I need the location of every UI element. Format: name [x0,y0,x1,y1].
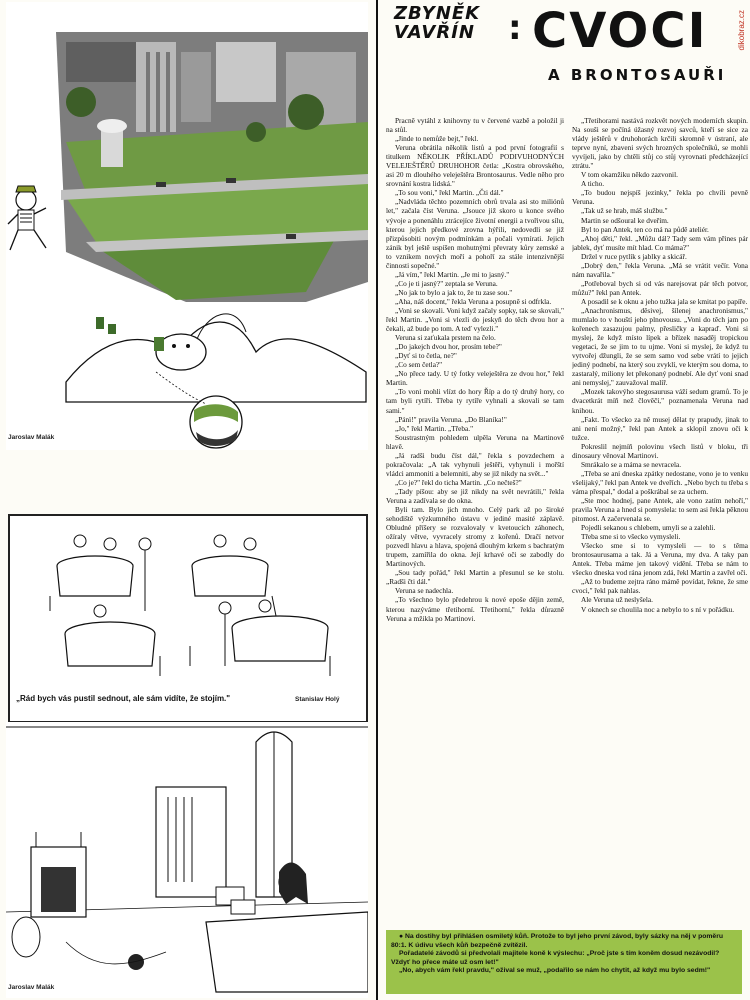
article-paragraph: „Tak už se hrab, máš službu." [581,206,668,216]
article-paragraph: A posadil se k oknu a jeho tužka jala se kmitat po papíře. [581,296,748,306]
column-divider [376,0,378,1000]
article-paragraph: „Ahoj děti," řekl. „Můžu dál? Tady sem vám přines pár jablek, dyť musíte mít hlad. Co máma?" [572,233,748,252]
article-paragraph: „Anachronismus, děsivej, šílenej anachronismus," mumlalo to v houští jeho plnovousu. „Voni do těch jam po kořenech zasazujou palmy, přesličky a kapraď. Voni si myslej, že když místo lípek a břízek nasaděj tropickou vegetaci, že se jim to tu ujme. Voni si myslej, že když tu vytvořej džungli, že se sem samo vod sebe vrátí to jejich jediný podnebí, na který sou zvyklí, ve kterým sou doma, to zastaralý, miliony let překonaný podnebí. Ale dyť voni snad ani nemyslej," zauvažoval malíř. [572,305,748,388]
article-paragraph: Pokreslil nejmíň polovinu všech listů v bloku, tři dinosaury věnoval Martinovi. [572,441,748,460]
article-paragraph: „Voni se skovali. Voni když začaly sopky, tak se skovali," řekl Martin. „Voni si vlezli do jeskyň do těch dvou hor a čekali, až bude po tom. A teď vylezli." [386,305,564,334]
cartoon-credit: Jaroslav Malák [8,984,55,991]
anecdote-box [386,930,742,994]
article-paragraph: „Tady píšou: aby se již nikdy na svět nevrátili," řekla Veruna a zadívala se do okna. [386,486,564,505]
bedroom-illustration [6,722,368,998]
article-column-2 [572,116,748,728]
article-paragraph: Soustrastným pohledem ulpěla Veruna na Martinově hlavě. [386,432,564,451]
article-author [394,4,480,42]
cartoon-credit: Jaroslav Malák [8,434,55,441]
article-paragraph: „Jinde to nemůže bejt," řekl. [395,134,479,144]
article-title: CVOCI [532,3,708,59]
article-paragraph: Martin se odšoural ke dveřím. [581,215,669,225]
article-paragraph: V oknech se choulila noc a nebylo to s ní v pořádku. [581,604,735,614]
article-paragraph: „Třeba se ani dneska zpátky nedostane, vono je to venku všelijaký," řekl pan Antek ve dveřích. „Nebo bych tu třeba s váma přespal," dodal a poškrábal se za uchem. [572,468,748,496]
article-paragraph: „Fakt. To všecko za ně musej dělat ty prapudy, jinak to ani není možný," řekl pan Antek a sklopil znovu oči k tužce. [572,414,748,442]
article-paragraph: „To budou nejspíš jezinky," řekla po chvíli pevně Veruna. [572,188,748,207]
article-paragraph: „Pánì!" pravila Veruna. „Do Blaníka!" [395,414,507,424]
article-paragraph: Ale Veruna už neslyšela. [581,595,653,605]
article-paragraph: „Třetihorami nastává rozkvět nových moderních skupin. Na souši se počíná úžasný rozvoj savců, kteří se sice za vlády ještěrů v druhohorách krčili skromně v ústraní, ale teprve nyní, zbaveni svých hrozných společníků, se mohli vyvíjeli, jako by chtěli stůj co stůj vyrovnati předcházející ztrátu." [572,116,748,171]
cartoon-restaurant [8,514,368,723]
cartoon-bedroom [6,722,368,998]
article-paragraph: Všecko sme si to vymysleli — to s těma brontosaurusama a tak. Já a Veruna, my dva. A taky pan Antek. Třeba máme jen takový vidění. Třeba se nám to všecko dneska vod rána jenom zdá, řekl Martin a zavřel oči. [572,541,748,578]
article-paragraph: Veruna se nadechla. [395,586,454,596]
article-paragraph: „Ste moc hodnej, pane Antek, ale vono zatím nehoří," pravila Veruna a hned si pomyslela: to sem asi řekla pěknou pitomost. A začervenala se. [572,495,748,524]
article-paragraph: „Já radši budu číst dál," řekla s povzdechem a pokračovala: „A tak vyhynuli ještěři, vyhynuli i mořští vládci ammoniti a belemniti, aby se již nikdy na svět..." [386,450,564,478]
article-paragraph: „Já vím," řekl Martin. „Je mi to jasný." [395,269,510,279]
article-paragraph: „Co sem četla?" [395,360,443,370]
author-first-name: ZBYNĚK [394,3,481,24]
title-colon: : [508,8,522,48]
article-paragraph: „Co je?" řekl do ticha Martin. „Co nečteš?" [395,477,522,487]
city-collage-illustration [6,2,368,450]
article-paragraph: „To voni mohli vlízt do hory Říp a do tý druhý hory, co tam byli rytíři. Třeba ty rytíře vyhnali a skovali se tam sami." [386,387,564,415]
cartoon-caption: „Rád bych vás pustil sednout, ale sám vidíte, že stojím." [16,694,231,703]
article-column-1 [386,116,564,728]
article-subtitle: A BRONTOSAUŘI [548,66,727,84]
anecdote-paragraph: Pořadatelé závodů si předvolali majitele koně k výslechu: „Proč jste s tím koněm dosud nezávodil? Vždyť ho přece máte už osm let!" [391,950,720,966]
article-paragraph: Byli tam. Bylo jich mnoho. Celý park až po široké sehodiště výzkumného ústavu v jediné masité záplavě. Obludné příšery se rozvalovaly v kvetoucích záhonech, ožíraly větve, vyvracely stromy z kořenů. Dračí netvor pozvedl hlavu a hlava, spojená dlouhým krkem s bachratým trupem, zamířila do okna. Její krhavé oči se zabodly do Martinových. [386,505,564,569]
article-paragraph: „No jak to bylo a jak to, že tu zase sou." [395,287,513,297]
article-paragraph: „Dobrý den," řekla Veruna. „Má se vrátit večír. Vona nám navařila." [572,260,748,279]
article-paragraph: „To sou voni," řekl Martin. „Čti dál." [395,188,504,198]
article-paragraph: „Aha, náš docent," řekla Veruna a posupně si odfrkla. [395,296,552,306]
article-paragraph: „Nadvláda těchto pozemních obrů trvala asi sto miliónů let," začala číst Veruna. „Jsouce již skoro u konce svého vývoje a ponenáhlu ztrácejíce životní energii a tvořivou sílu, kterou jejich předkové zrovna hýřili, nedovedli se již přizpůsobiti novým podmínkám a počali vymírati. Jejich zánik byl ještě uspíšen mohutnými převraty kůry zemské a to vznikem nových moří a pohoří za stále intenzivnější činnosti sopečné." [386,197,564,270]
article-paragraph: Byl to pan Antek, ten co má na půdě ateliér. [581,224,709,234]
article-paragraph: Držel v ruce pytlík s jablky a skicář. [581,251,687,261]
cartoon-city-collage [6,2,368,450]
article-paragraph: „Až to budeme zejtra ráno mámě povídat, řekne, že sme cvoci," řekl pak nahlas. [572,577,748,596]
article-paragraph: Pracně vytáhl z knihovny tu v červené vazbě a položil ji na stůl. [386,116,564,135]
article-paragraph: „Do jakejch dvou hor, prosím tebe?" [395,342,502,352]
article-paragraph: „To všechno bylo předehrou k nové epoše dějin země, kterou nazýváme třetihorní. Třetihorní," řekla důrazně Veruna a mžikla po Martinovi. [386,595,564,623]
restaurant-illustration [10,516,366,721]
article-paragraph: „No přece tady. U tý fotky veleještěra ze dvou hor," řekl Martin. [386,369,564,388]
anecdote-paragraph: „No, abych vám řekl pravdu," ožival se muž, „podařilo se nám ho chytit, až když mu bylo sedm!" [399,967,711,975]
cartoon-credit: Stanislav Holý [295,696,340,703]
article-paragraph: Třeba sme si to všecko vymysleli. [581,532,681,542]
site-watermark: dikobraz.cz [737,10,746,51]
article [380,0,750,1000]
article-paragraph: „Potřeboval bych si od vás narejsovat pár těch potvor, můžu?" řekl pan Antek. [572,278,748,297]
article-paragraph: Veruna si zaťukala prstem na čelo. [395,333,496,343]
article-paragraph: A ticho. [581,179,605,189]
article-paragraph: Veruna obrátila několik listů a pod první fotografií s titulkem NĚKOLIK PŘÍKLADŮ PODIVUHODNÝCH VELEJEŠTĚRŮ DRUHOHOR četla: „Kostra obrovského, asi 20 m dlouhého veleještěra Brontosaurus. Vedle něho pro srovnání kostra lidská." [386,143,564,189]
article-paragraph: Pojedli sekanou s chlebem, umyli se a zalehli. [581,523,716,533]
article-paragraph: „Mozek takovýho stegosaurusa váží sedum gramů. To je dvacetkrát míň než člověčí," poznamenala Veruna nad knihou. [572,387,748,415]
article-paragraph: „Sou tady pořád," řekl Martin a přesunul se ke stolu. „Radši čti dál." [386,568,564,587]
article-paragraph: Smrákalo se a máma se nevracela. [581,459,682,469]
anecdote-paragraph: ● Na dostihy byl přihlášen osmiletý kůň. Protože to byl jeho první závod, byly sázky na něj v poměru 80:1. K údivu všech kůň bezpečně zvítězil. [391,933,724,949]
article-paragraph: „Jo," řekl Martin. „Třeba." [395,423,474,433]
article-paragraph: „Co je ti jasný?" zeptala se Veruna. [395,278,498,288]
article-paragraph: V tom okamžiku někdo zazvonil. [581,170,678,180]
article-paragraph: „Dyť si to četla, ne?" [395,351,457,361]
author-last-name: VAVŘÍN [394,22,475,43]
